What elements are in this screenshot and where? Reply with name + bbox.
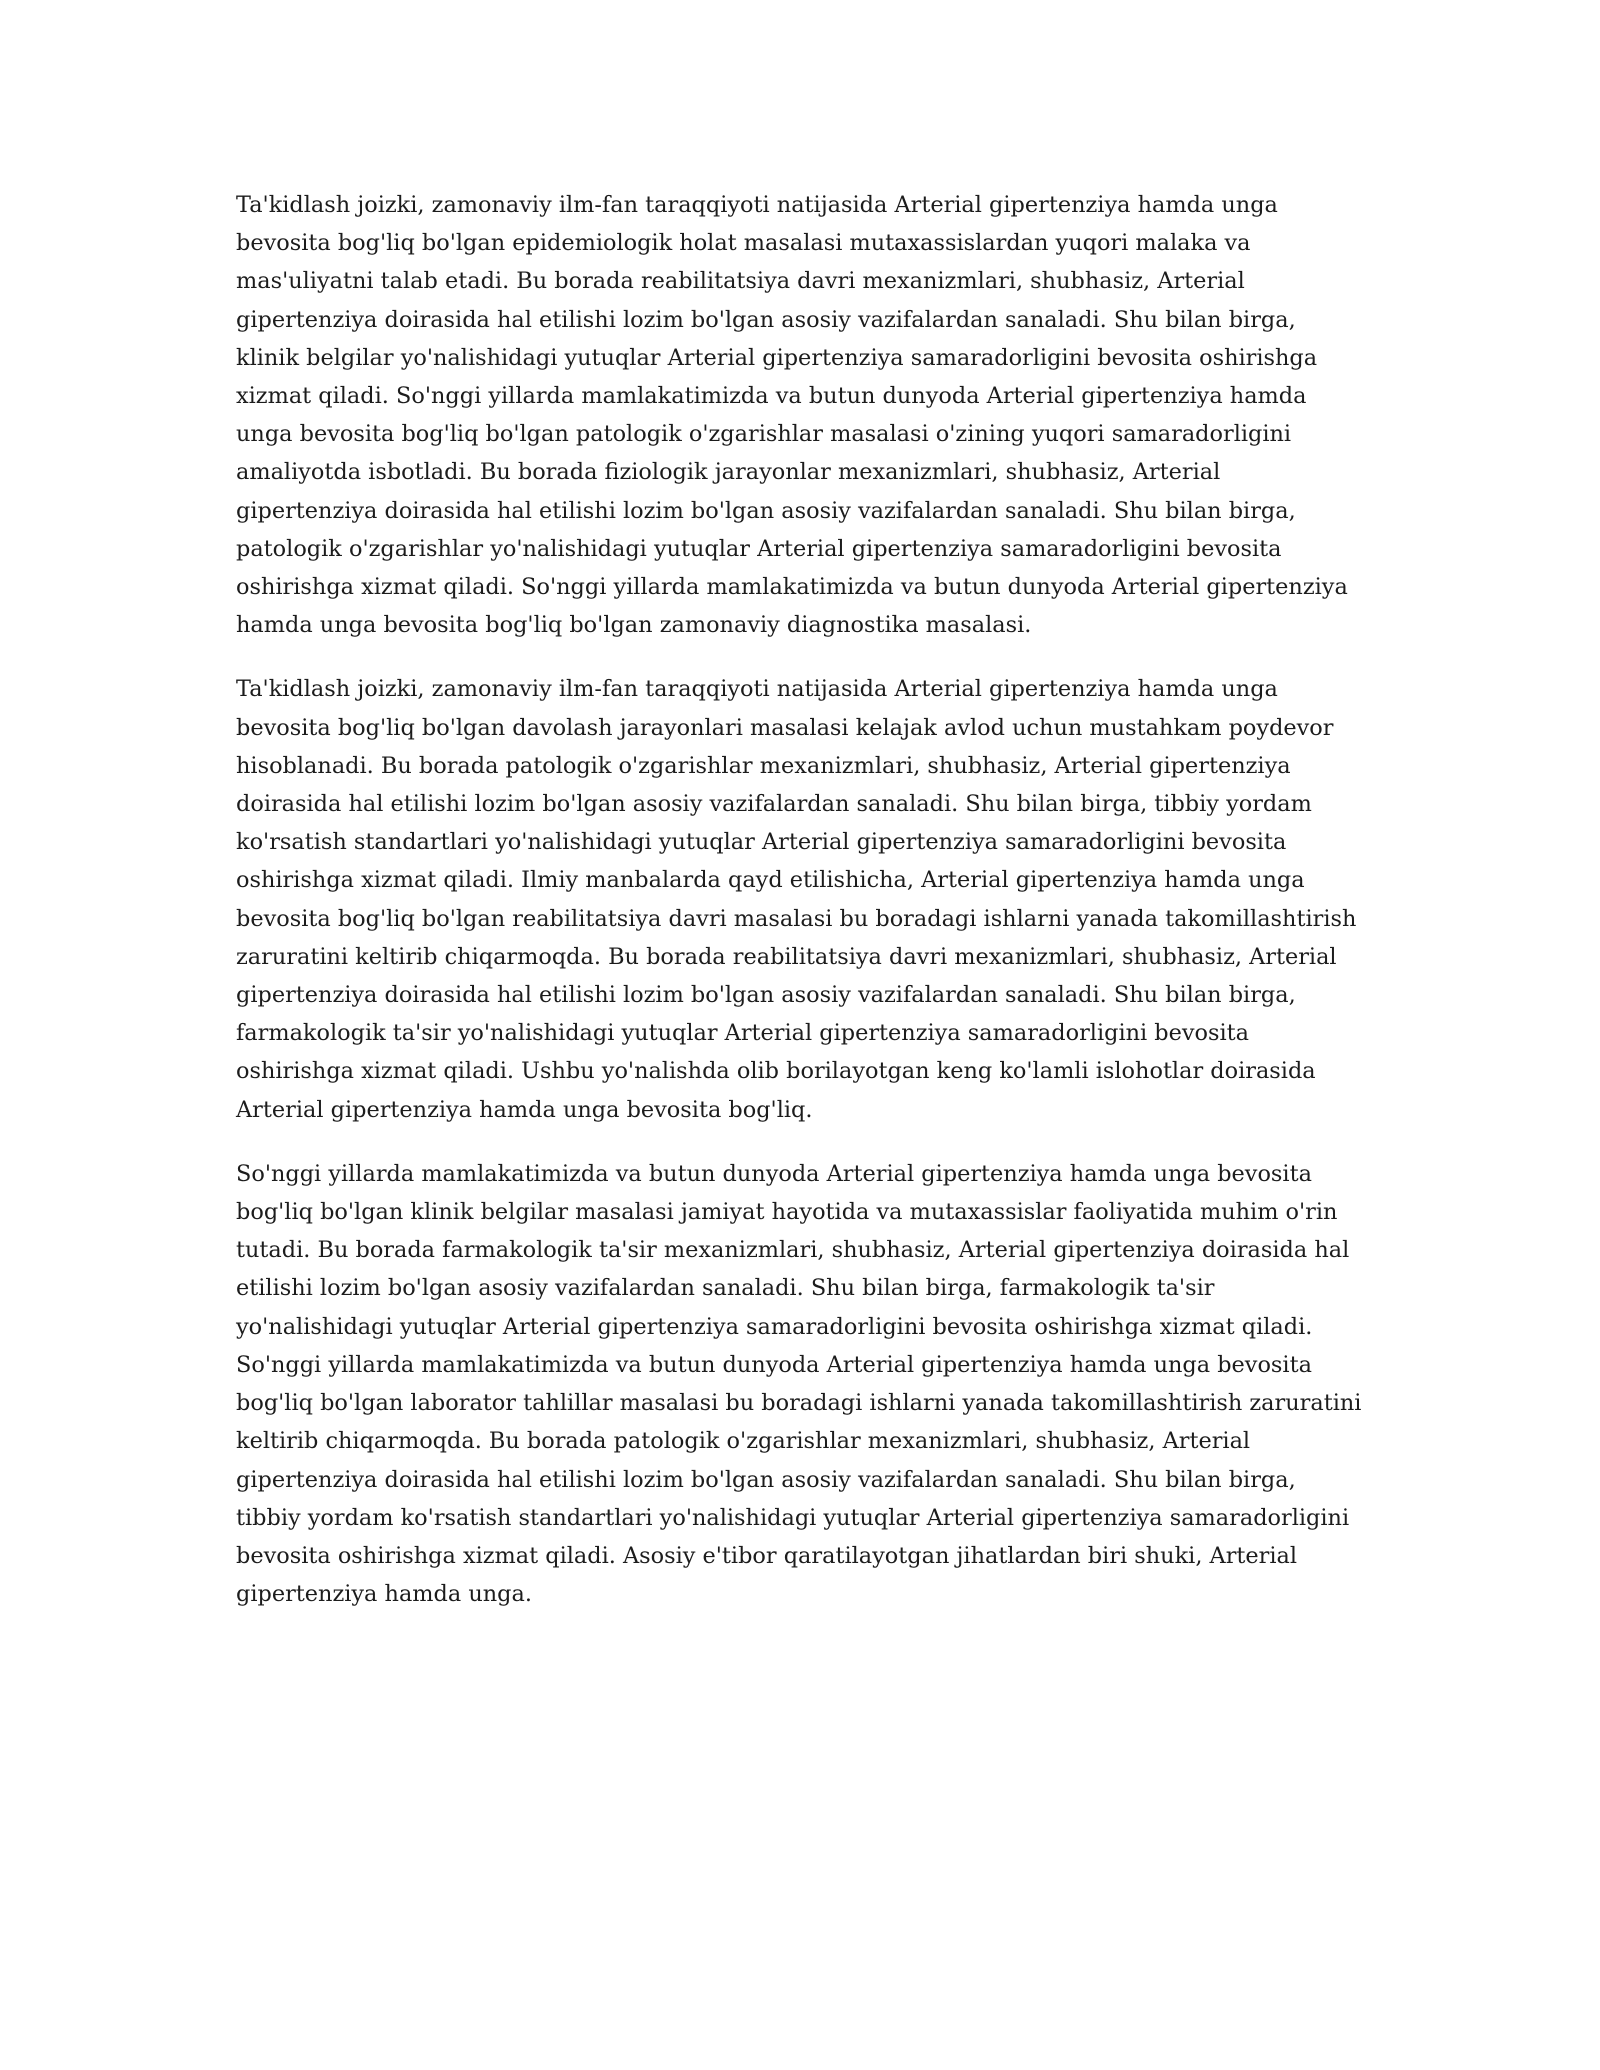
document-body (236, 186, 1364, 1639)
paragraph-1: Ta'kidlash joizki, zamonaviy ilm-fan taraqqiyoti natijasida Arterial gipertenziya hamda unga bevosita bog'liq bo'lgan epidemiologik holat masalasi mutaxassislardan yuqori malaka va mas'uliyatni talab etadi. Bu borada reabilitatsiya davri mexanizmlari, shubhasiz, Arterial gipertenziya doirasida hal etilishi lozim bo'lgan asosiy vazifalardan sanaladi. Shu bilan birga, klinik belgilar yo'nalishidagi yutuqlar Arterial gipertenziya samaradorligini bevosita oshirishga xizmat qiladi. So'nggi yillarda mamlakatimizda va butun dunyoda Arterial gipertenziya hamda unga bevosita bog'liq bo'lgan patologik o'zgarishlar masalasi o'zining yuqori samaradorligini amaliyotda isbotladi. Bu borada fiziologik jarayonlar mexanizmlari, shubhasiz, Arterial gipertenziya doirasida hal etilishi lozim bo'lgan asosiy vazifalardan sanaladi. Shu bilan birga, patologik o'zgarishlar yo'nalishidagi yutuqlar Arterial gipertenziya samaradorligini bevosita oshirishga xizmat qiladi. So'nggi yillarda mamlakatimizda va butun dunyoda Arterial gipertenziya hamda unga bevosita bog'liq bo'lgan zamonaviy diagnostika masalasi. (236, 192, 1348, 639)
paragraph-3: So'nggi yillarda mamlakatimizda va butun dunyoda Arterial gipertenziya hamda unga bevosita bog'liq bo'lgan klinik belgilar masalasi jamiyat hayotida va mutaxassislar faoliyatida muhim o'rin tutadi. Bu borada farmakologik ta'sir mexanizmlari, shubhasiz, Arterial gipertenziya doirasida hal etilishi lozim bo'lgan asosiy vazifalardan sanaladi. Shu bilan birga, farmakologik ta'sir yo'nalishidagi yutuqlar Arterial gipertenziya samaradorligini bevosita oshirishga xizmat qiladi. So'nggi yillarda mamlakatimizda va butun dunyoda Arterial gipertenziya hamda unga bevosita bog'liq bo'lgan laborator tahlillar masalasi bu boradagi ishlarni yanada takomillashtirish zaruratini keltirib chiqarmoqda. Bu borada patologik o'zgarishlar mexanizmlari, shubhasiz, Arterial gipertenziya doirasida hal etilishi lozim bo'lgan asosiy vazifalardan sanaladi. Shu bilan birga, tibbiy yordam ko'rsatish standartlari yo'nalishidagi yutuqlar Arterial gipertenziya samaradorligini bevosita oshirishga xizmat qiladi. Asosiy e'tibor qaratilayotgan jihatlardan biri shuki, Arterial gipertenziya hamda unga. (236, 1160, 1362, 1608)
paragraph-2: Ta'kidlash joizki, zamonaviy ilm-fan taraqqiyoti natijasida Arterial gipertenziya hamda unga bevosita bog'liq bo'lgan davolash jarayonlari masalasi kelajak avlod uchun mustahkam poydevor hisoblanadi. Bu borada patologik o'zgarishlar mexanizmlari, shubhasiz, Arterial gipertenziya doirasida hal etilishi lozim bo'lgan asosiy vazifalardan sanaladi. Shu bilan birga, tibbiy yordam ko'rsatish standartlari yo'nalishidagi yutuqlar Arterial gipertenziya samaradorligini bevosita oshirishga xizmat qiladi. Ilmiy manbalarda qayd etilishicha, Arterial gipertenziya hamda unga bevosita bog'liq bo'lgan reabilitatsiya davri masalasi bu boradagi ishlarni yanada takomillashtirish zaruratini keltirib chiqarmoqda. Bu borada reabilitatsiya davri mexanizmlari, shubhasiz, Arterial gipertenziya doirasida hal etilishi lozim bo'lgan asosiy vazifalardan sanaladi. Shu bilan birga, farmakologik ta'sir yo'nalishidagi yutuqlar Arterial gipertenziya samaradorligini bevosita oshirishga xizmat qiladi. Ushbu yo'nalishda olib borilayotgan keng ko'lamli islohotlar doirasida Arterial gipertenziya hamda unga bevosita bog'liq. (236, 676, 1357, 1123)
